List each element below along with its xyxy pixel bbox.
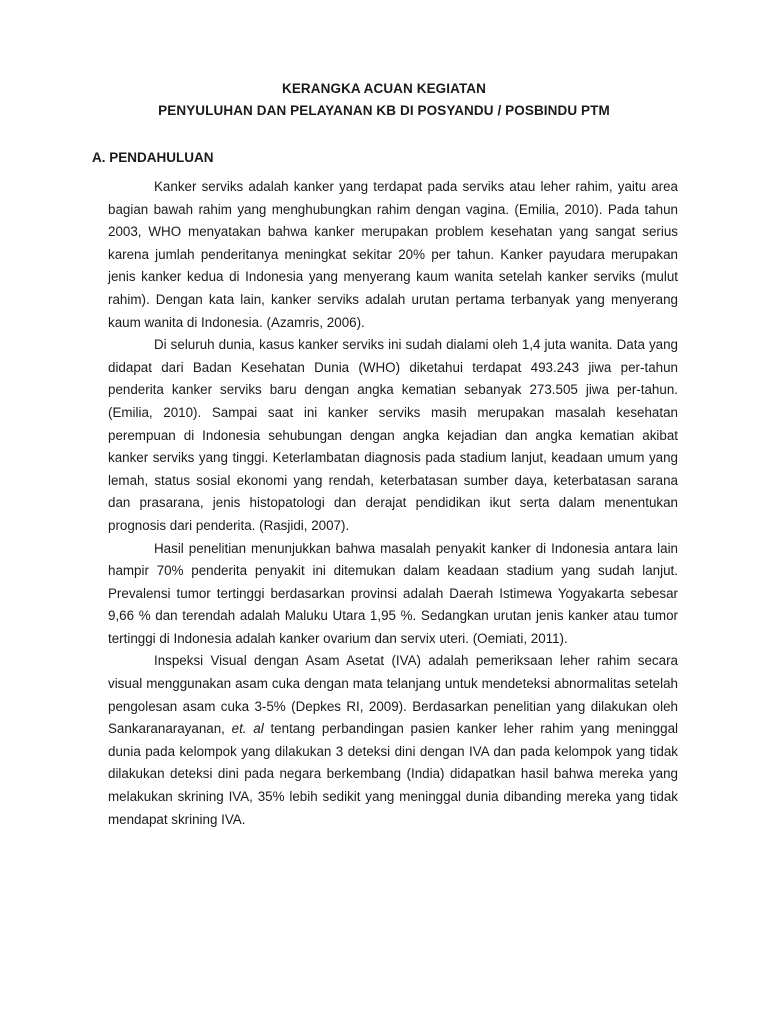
paragraph-4 [108, 650, 678, 831]
paragraph-3: Hasil penelitian menunjukkan bahwa masalah penyakit kanker di Indonesia antara lain hampir 70% penderita penyakit ini ditemukan dalam keadaan stadium yang sudah lanjut. Prevalensi tumor tertinggi berdasarkan provinsi adalah Daerah Istimewa Yogyakarta sebesar 9,66 % dan terendah adalah Maluku Utara 1,95 %. Sedangkan urutan jenis kanker atau tumor tertinggi di Indonesia adalah kanker ovarium dan servix uteri. (Oemiati, 2011). [108, 540, 678, 646]
document-title [0, 78, 768, 122]
section-heading: A. PENDAHULUAN [92, 150, 214, 165]
paragraph-2: Di seluruh dunia, kasus kanker serviks ini sudah dialami oleh 1,4 juta wanita. Data yang didapat dari Badan Kesehatan Dunia (WHO) diketahui terdapat 493.243 jiwa per-tahun penderita kanker serviks baru dengan angka kematian sebanyak 273.505 jiwa per-tahun. (Emilia, 2010). Sampai saat ini kanker serviks masih merupakan masalah kesehatan perempuan di Indonesia sehubungan dengan angka kejadian dan angka kematian akibat kanker serviks yang tinggi. Keterlambatan diagnosis pada stadium lanjut, keadaan umum yang lemah, status sosial ekonomi yang rendah, keterbatasan sumber daya, keterbatasan sarana dan prasarana, jenis histopatologi dan derajat pendidikan ikut serta dalam menentukan prognosis dari penderita. (Rasjidi, 2007). [108, 337, 678, 533]
paragraph-4-text-before: Inspeksi Visual dengan Asam Asetat (IVA) adalah pemeriksaan leher rahim secara visual menggunakan asam cuka dengan mata telanjang untuk mendeteksi abnormalitas setelah pengolesan asam cuka 3-5% (Depkes RI, 2009). Berdasarkan penelitian yang dilakukan oleh Sankaranarayanan, [108, 653, 678, 737]
title-line-2: PENYULUHAN DAN PELAYANAN KB DI POSYANDU / POSBINDU PTM [158, 103, 610, 118]
title-line-1: KERANGKA ACUAN KEGIATAN [281, 81, 487, 96]
paragraph-1: Kanker serviks adalah kanker yang terdapat pada serviks atau leher rahim, yaitu area bagian bawah rahim yang menghubungkan rahim dengan vagina. (Emilia, 2010). Pada tahun 2003, WHO menyatakan bahwa kanker merupakan problem kesehatan yang sangat serius karena jumlah penderitanya meningkat sekitar 20% per tahun. Kanker payudara merupakan jenis kanker kedua di Indonesia yang menyerang kaum wanita setelah kanker serviks (mulut rahim). Dengan kata lain, kanker serviks adalah urutan pertama terbanyak yang menyerang kaum wanita di Indonesia. (Azamris, 2006). [108, 179, 678, 330]
paragraph-4-italic: et. al [231, 721, 264, 737]
paragraph-4-text-after: tentang perbandingan pasien kanker leher rahim yang meninggal dunia pada kelompok yang dilakukan 3 deteksi dini dengan IVA dan pada kelompok yang tidak dilakukan deteksi dini pada negara berkembang (India) didapatkan hasil bahwa mereka yang melakukan skrining IVA, 35% lebih sedikit yang meninggal dunia dibanding mereka yang tidak mendapat skrining IVA. [108, 721, 678, 827]
document-body [108, 176, 678, 831]
